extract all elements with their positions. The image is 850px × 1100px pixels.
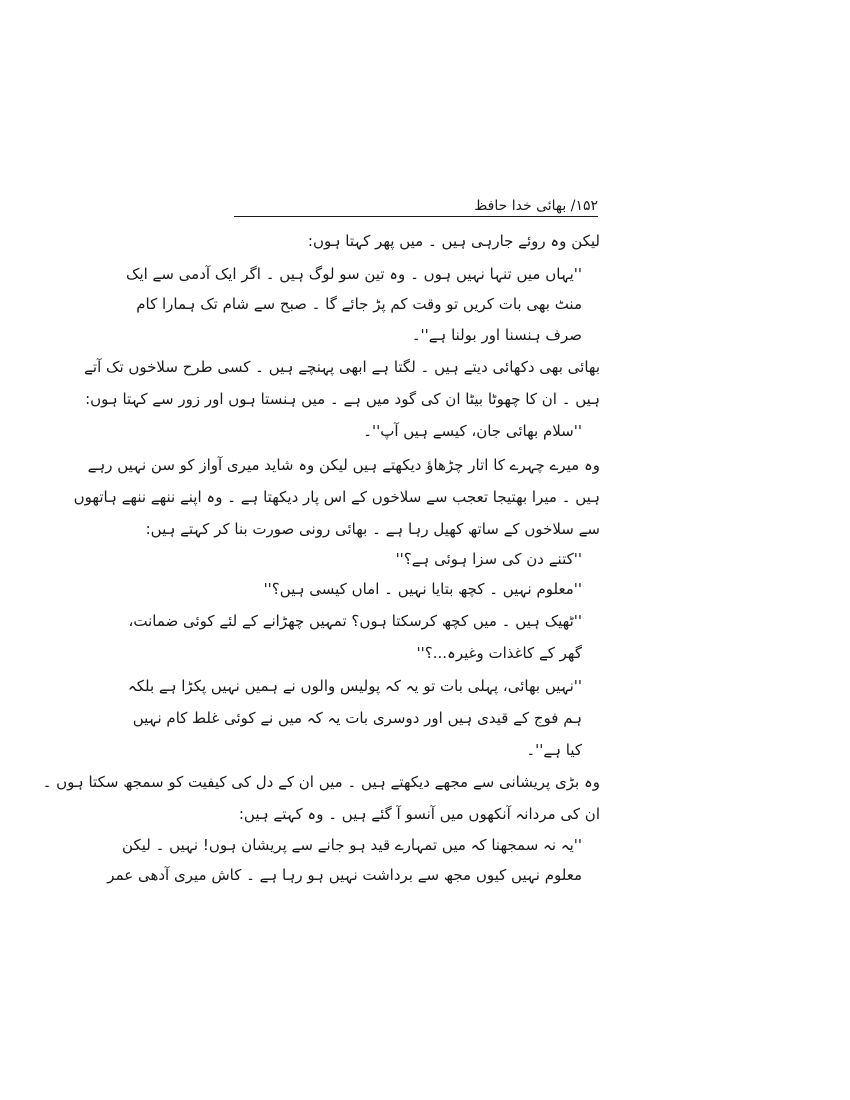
text-line: ''نہیں بھائی، پہلی بات تو یہ کہ پولیس والوں نے ہمیں نہیں پکڑا ہے بلکہ: [127, 677, 582, 695]
text-line: ''معلوم نہیں ۔ کچھ بتایا نہیں ۔ اماں کیسی ہیں؟'': [263, 580, 582, 598]
text-line: گھر کے کاغذات وغیرہ...؟'': [416, 644, 582, 662]
text-line: وہ بڑی پریشانی سے مجھے دیکھتے ہیں ۔ میں ان کے دل کی کیفیت کو سمجھ سکتا ہوں ۔: [42, 773, 600, 791]
text-line: ''یہاں میں تنہا نہیں ہوں ۔ وہ تین سو لوگ ہیں ۔ اگر ایک آدمی سے ایک: [126, 265, 582, 283]
text-line: ہیں ۔ ان کا چھوٹا بیٹا ان کی گود میں ہے ۔ میں ہنستا ہوں اور زور سے کہتا ہوں:: [85, 390, 600, 408]
text-line: ہم فوج کے قیدی ہیں اور دوسری بات یہ کہ میں نے کوئی غلط کام نہیں: [132, 709, 582, 727]
text-line: ''سلام بھائی جان، کیسے ہیں آپ''۔: [363, 422, 582, 440]
text-line: ''یہ نہ سمجھنا کہ میں تمہارے قید ہو جانے سے پریشان ہوں! نہیں ۔ لیکن: [122, 836, 582, 854]
text-line: ان کی مردانہ آنکھوں میں آنسو آ گئے ہیں ۔ وہ کہتے ہیں:: [238, 805, 600, 823]
running-header: ۱۵۲/ بھائی خدا حافظ: [474, 198, 598, 214]
text-line: صرف ہنسنا اور بولنا ہے''۔: [411, 326, 582, 344]
header-rule: [234, 216, 598, 217]
text-line: منٹ بھی بات کریں تو وقت کم پڑ جائے گا ۔ صبح سے شام تک ہمارا کام: [136, 295, 582, 313]
page-header: [234, 196, 598, 216]
text-line: سے سلاخوں کے ساتھ کھیل رہا ہے ۔ بھائی رونی صورت بنا کر کہتے ہیں:: [145, 520, 600, 538]
text-line: ''ٹھیک ہیں ۔ میں کچھ کرسکتا ہوں؟ تمہیں چھڑانے کے لئے کوئی ضمانت،: [128, 612, 582, 630]
text-line: بھائی بھی دکھائی دیتے ہیں ۔ لگتا ہے ابھی پہنچے ہیں ۔ کسی طرح سلاخوں تک آتے: [84, 358, 600, 376]
text-line: کیا ہے''۔: [526, 741, 582, 759]
text-line: ''کتنے دن کی سزا ہوئی ہے؟'': [395, 550, 582, 568]
text-line: وہ میرے چہرے کا اتار چڑھاؤ دیکھتے ہیں لیکن وہ شاید میری آواز کو سن نہیں رہے: [87, 456, 600, 474]
text-line: لیکن وہ روئے جارہی ہیں ۔ میں پھر کہتا ہوں:: [307, 232, 600, 250]
text-line: ہیں ۔ میرا بھتیجا تعجب سے سلاخوں کے اس پار دیکھتا ہے ۔ وہ اپنے ننھے ننھے ہاتھوں: [73, 488, 600, 506]
text-line: معلوم نہیں کیوں مجھ سے برداشت نہیں ہو رہا ہے ۔ کاش میری آدھی عمر: [107, 866, 582, 884]
